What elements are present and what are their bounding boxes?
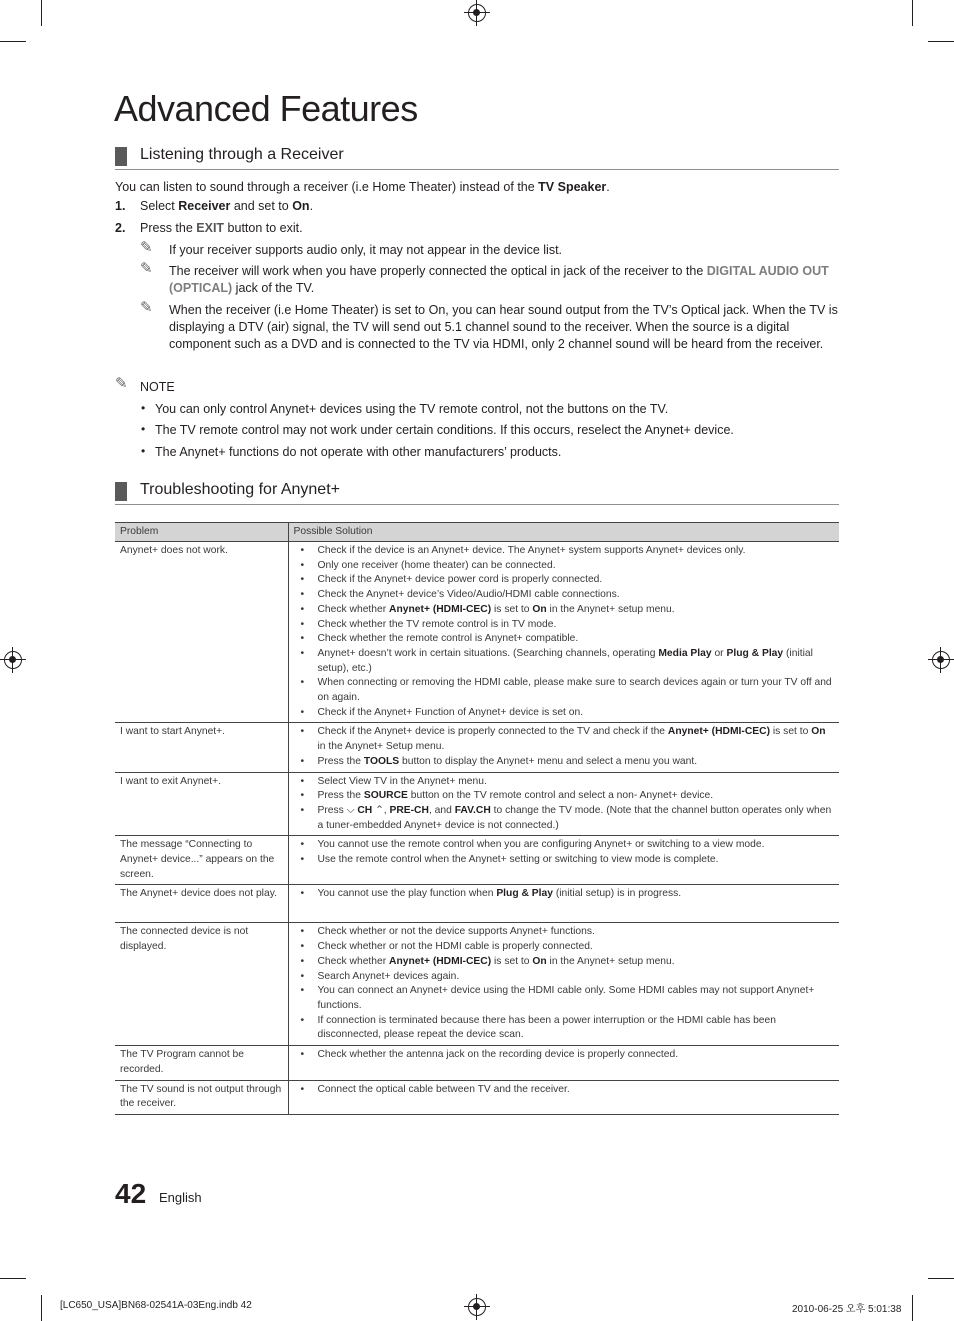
note-1: If your receiver supports audio only, it may not appear in the device list. — [169, 243, 563, 257]
table-row — [115, 1080, 839, 1114]
solution-item: • Check whether or not the HDMI cable is properly connected. — [318, 940, 836, 955]
solution-cell — [288, 1046, 839, 1080]
page-title: Advanced Features — [114, 88, 418, 129]
section-heading-text: Listening through a Receiver — [140, 146, 344, 163]
problem-cell: The connected device is not displayed. — [115, 923, 288, 1046]
table-row — [115, 923, 839, 1046]
crop-mark — [928, 1278, 954, 1279]
section-heading-text: Troubleshooting for Anynet+ — [140, 481, 340, 498]
solution-item: • Press the SOURCE button on the TV remote control and select a non- Anynet+ device. — [318, 789, 836, 804]
problem-cell: I want to exit Anynet+. — [115, 772, 288, 836]
solution-cell — [288, 772, 839, 836]
crop-mark — [41, 0, 42, 26]
solution-item: • Press ⌵ CH ⌃, PRE-CH, and FAV.CH to change the TV mode. (Note that the channel button operates only when a tuner-embedded Anynet+ device is not connected.) — [318, 804, 836, 833]
solution-item: • Only one receiver (home theater) can be connected. — [318, 559, 836, 574]
note-bullet: The Anynet+ functions do not operate with other manufacturers’ products. — [155, 445, 562, 459]
solution-item: • Select View TV in the Anynet+ menu. — [318, 775, 836, 790]
problem-cell: The message “Connecting to Anynet+ device...” appears on the screen. — [115, 836, 288, 885]
solution-item: • Check whether Anynet+ (HDMI-CEC) is set to On in the Anynet+ setup menu. — [318, 955, 836, 970]
solution-item: • Check whether the antenna jack on the recording device is properly connected. — [318, 1048, 836, 1063]
crop-mark — [0, 41, 26, 42]
heading-bar-icon — [115, 147, 127, 166]
solution-list — [294, 925, 836, 1043]
table-row — [115, 1046, 839, 1080]
page-number: 42 — [115, 1178, 147, 1209]
table-row — [115, 836, 839, 885]
solution-item: • You can connect an Anynet+ device using the HDMI cable only. Some HDMI cables may not support Anynet+ functions. — [318, 984, 836, 1013]
bullet-icon: • — [141, 444, 146, 458]
solution-list — [294, 775, 836, 834]
solution-item: • You cannot use the remote control when you are configuring Anynet+ or switching to a view mode. — [318, 838, 836, 853]
problem-cell: The TV sound is not output through the receiver. — [115, 1080, 288, 1114]
solution-item: • If connection is terminated because there has been a power interruption or the HDMI cable has been disconnected, please repeat the device scan. — [318, 1014, 836, 1043]
footer-file-info: [LC650_USA]BN68-02541A-03Eng.indb 42 — [60, 1300, 252, 1311]
solution-item: • Check if the Anynet+ Function of Anynet+ device is set on. — [318, 706, 836, 721]
intro-paragraph: You can listen to sound through a receiver (i.e Home Theater) instead of the TV Speaker. — [115, 180, 610, 194]
note-2: The receiver will work when you have properly connected the optical in jack of the receiver to the DIGITAL AUDIO OUT (OPTICAL) jack of the TV. — [169, 264, 829, 295]
solution-item: • When connecting or removing the HDMI cable, please make sure to search devices again or turn your TV off and on again. — [318, 676, 836, 705]
problem-cell: I want to start Anynet+. — [115, 723, 288, 772]
solution-cell — [288, 542, 839, 723]
solution-item: • Check whether Anynet+ (HDMI-CEC) is set to On in the Anynet+ setup menu. — [318, 603, 836, 618]
solution-item: • Connect the optical cable between TV and the receiver. — [318, 1083, 836, 1098]
table-row — [115, 772, 839, 836]
solution-cell — [288, 836, 839, 885]
solution-list — [294, 1048, 836, 1063]
solution-item: • Check the Anynet+ device’s Video/Audio/HDMI cable connections. — [318, 588, 836, 603]
solution-cell — [288, 885, 839, 923]
solution-item: • Check whether or not the device supports Anynet+ functions. — [318, 925, 836, 940]
problem-cell: Anynet+ does not work. — [115, 542, 288, 723]
note-3: When the receiver (i.e Home Theater) is set to On, you can hear sound output from the TV’s Optical jack. When the TV is displaying a DTV (air) signal, the TV will send out 5.1 channel sound to the receiver. When the source is a digital component such as a DVD and is connected to the TV via HDMI, only 2 channel sound will be heard from the receiver. — [169, 303, 838, 351]
pencil-note-icon: ✎ — [140, 299, 153, 316]
registration-mark-icon — [468, 4, 486, 22]
troubleshooting-table — [115, 522, 839, 1115]
table-row — [115, 542, 839, 723]
registration-mark-icon — [4, 651, 22, 669]
note-bullet: You can only control Anynet+ devices using the TV remote control, not the buttons on the TV. — [155, 402, 669, 416]
crop-mark — [928, 41, 954, 42]
heading-bar-icon — [115, 482, 127, 501]
footer-timestamp: 2010-06-25 오후 5:01:38 — [792, 1304, 902, 1315]
solution-cell — [288, 723, 839, 772]
solution-item: • Search Anynet+ devices again. — [318, 970, 836, 985]
note-bullet: The TV remote control may not work under certain conditions. If this occurs, reselect the Anynet+ device. — [155, 423, 734, 437]
problem-cell: The Anynet+ device does not play. — [115, 885, 288, 923]
solution-cell — [288, 923, 839, 1046]
solution-item: • Anynet+ doesn’t work in certain situations. (Searching channels, operating Media Play or Plug & Play (initial setup), etc.) — [318, 647, 836, 676]
crop-mark — [912, 1295, 913, 1321]
solution-item: • Check if the device is an Anynet+ device. The Anynet+ system supports Anynet+ devices only. — [318, 544, 836, 559]
step-number: 1. — [115, 199, 126, 213]
solution-list — [294, 887, 836, 902]
bullet-icon: • — [141, 401, 146, 415]
crop-mark — [0, 1278, 26, 1279]
pencil-note-icon: ✎ — [140, 260, 153, 277]
solution-cell — [288, 1080, 839, 1114]
solution-list — [294, 544, 836, 720]
bullet-icon: • — [141, 422, 146, 436]
solution-list — [294, 1083, 836, 1098]
section-heading-troubleshooting — [115, 480, 839, 505]
crop-mark — [912, 0, 913, 26]
step-2: Press the EXIT button to exit. — [140, 221, 303, 235]
solution-item: • Check whether the TV remote control is in TV mode. — [318, 618, 836, 633]
table-row — [115, 885, 839, 923]
column-header-problem: Problem — [115, 523, 288, 542]
page-language: English — [159, 1190, 202, 1205]
step-number: 2. — [115, 221, 126, 235]
solution-item: • Use the remote control when the Anynet+ setting or switching to view mode is complete. — [318, 853, 836, 868]
crop-mark — [41, 1295, 42, 1321]
solution-item: • Check whether the remote control is Anynet+ compatible. — [318, 632, 836, 647]
registration-mark-icon — [932, 651, 950, 669]
solution-item: • Check if the Anynet+ device power cord is properly connected. — [318, 573, 836, 588]
solution-item: • You cannot use the play function when Plug & Play (initial setup) is in progress. — [318, 887, 836, 902]
registration-mark-icon — [468, 1298, 486, 1316]
note-label: NOTE — [140, 380, 175, 394]
solution-list — [294, 838, 836, 867]
section-heading-receiver — [115, 145, 839, 170]
column-header-solution: Possible Solution — [288, 523, 839, 542]
solution-list — [294, 725, 836, 769]
step-1: Select Receiver and set to On. — [140, 199, 314, 213]
pencil-note-icon: ✎ — [115, 375, 128, 392]
table-row — [115, 723, 839, 772]
problem-cell: The TV Program cannot be recorded. — [115, 1046, 288, 1080]
solution-item: • Press the TOOLS button to display the Anynet+ menu and select a menu you want. — [318, 755, 836, 770]
table-body — [115, 542, 839, 1115]
solution-item: • Check if the Anynet+ device is properly connected to the TV and check if the Anynet+ (HDMI-CEC) is set to On in the Anynet+ Setup menu. — [318, 725, 836, 754]
table-header-row — [115, 523, 839, 542]
pencil-note-icon: ✎ — [140, 239, 153, 256]
